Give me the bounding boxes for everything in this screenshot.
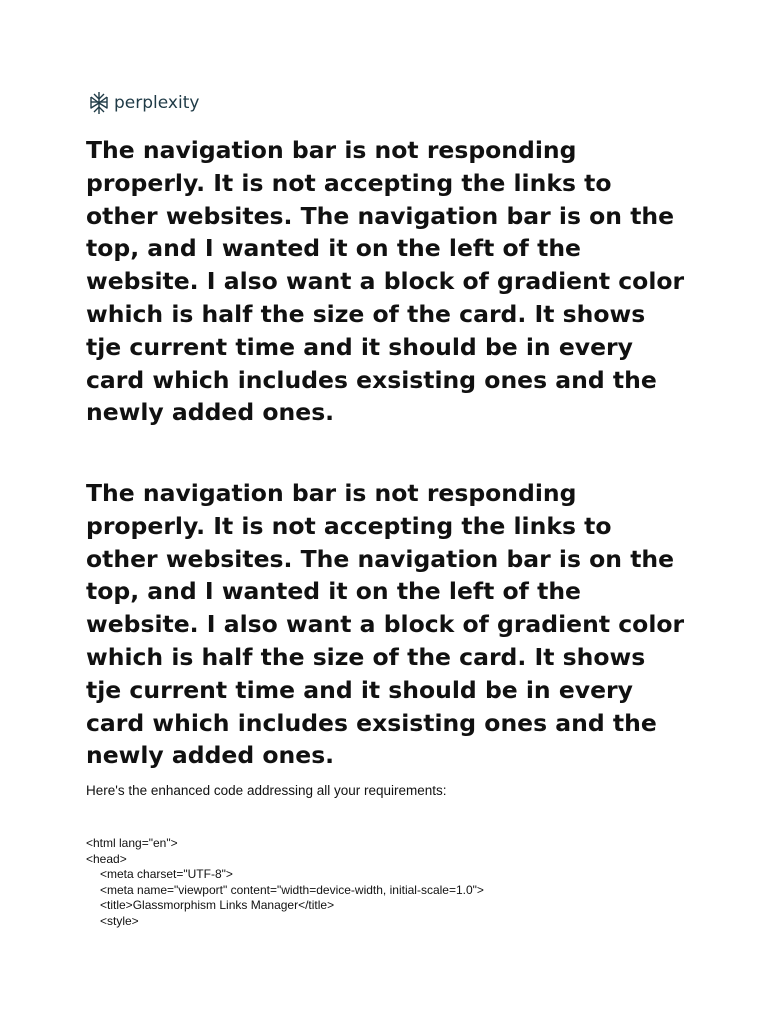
brand-header bbox=[89, 90, 199, 116]
perplexity-logo-icon bbox=[89, 91, 109, 115]
code-snippet bbox=[86, 836, 484, 930]
code-line: <meta name="viewport" content="width=device-width, initial-scale=1.0"> bbox=[100, 882, 484, 897]
code-line: <meta charset="UTF-8"> bbox=[100, 867, 233, 882]
answer-intro: Here's the enhanced code addressing all your requirements: bbox=[86, 783, 447, 798]
user-question-1: The navigation bar is not responding properly. It is not accepting the links to other websites. The navigation bar is on the top, and I wanted it on the left of the website. I also want a block of gradient color which is half the size of the card. It shows tje current time and it should be in every card which includes exsisting ones and the newly added ones. bbox=[86, 136, 685, 427]
user-question-2: The navigation bar is not responding properly. It is not accepting the links to other websites. The navigation bar is on the top, and I wanted it on the left of the website. I also want a block of gradient color which is half the size of the card. It shows tje current time and it should be in every card which includes exsisting ones and the newly added ones. bbox=[86, 479, 685, 770]
code-line: <title>Glassmorphism Links Manager</title> bbox=[100, 898, 335, 913]
code-line: <html lang="en"> bbox=[86, 836, 178, 850]
code-line: <head> bbox=[86, 851, 127, 866]
code-line: <style> bbox=[100, 913, 139, 928]
brand-name: perplexity bbox=[114, 93, 200, 113]
